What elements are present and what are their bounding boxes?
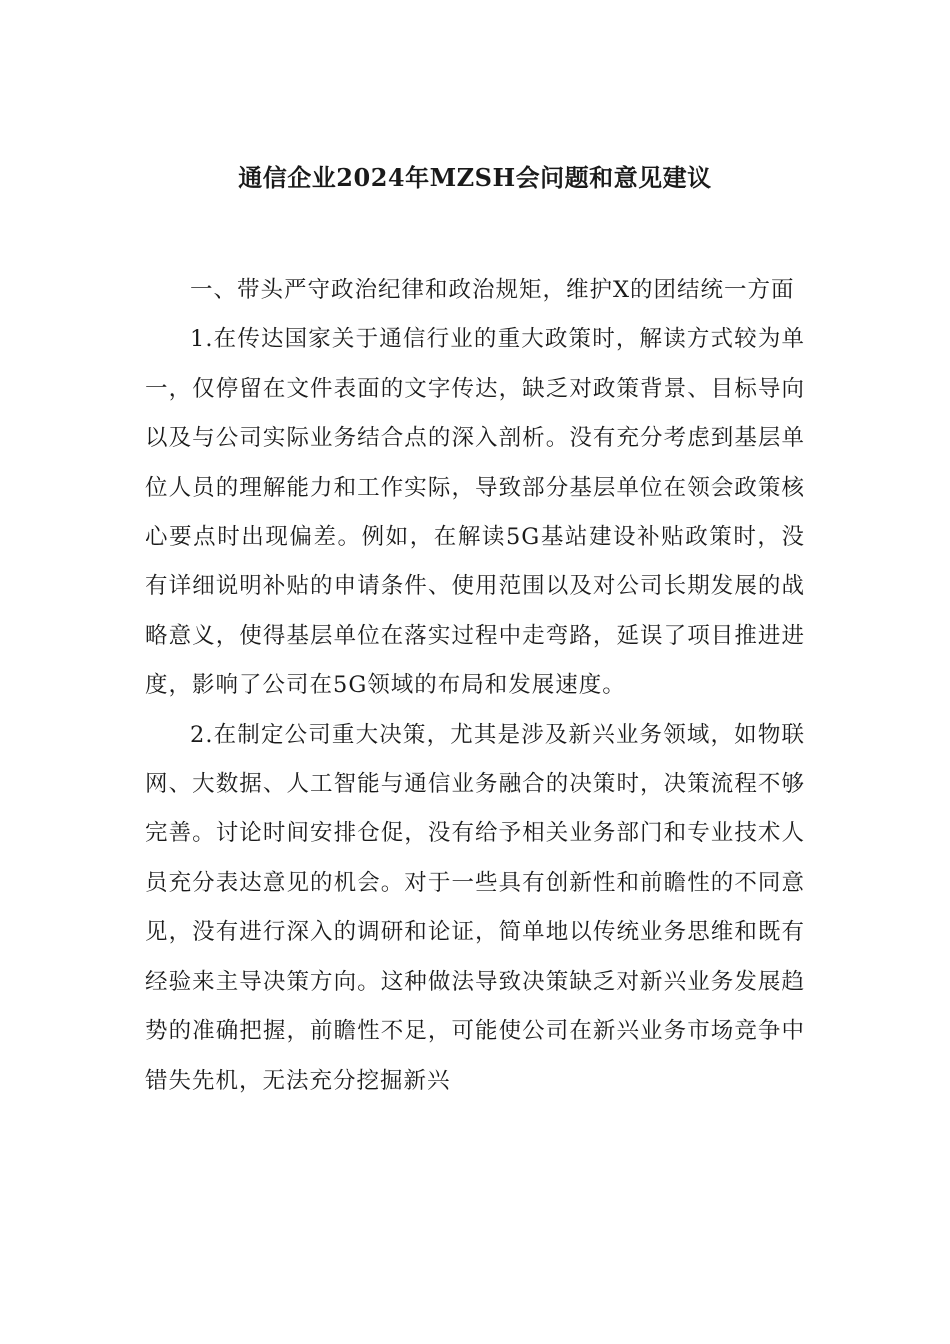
section-heading-paragraph: 一、带头严守政治纪律和政治规矩，维护X的团结统一方面 xyxy=(190,277,795,303)
document-body xyxy=(145,266,805,1106)
document-title: 通信企业2024年MZSH会问题和意见建议 xyxy=(238,163,712,192)
issue-paragraph-1: 1.在传达国家关于通信行业的重大政策时，解读方式较为单一，仅停留在文件表面的文字传达，缺乏对政策背景、目标导向以及与公司实际业务结合点的深入剖析。没有充分考虑到基层单位人员的理解能力和工作实际，导致部分基层单位在领会政策核心要点时出现偏差。例如，在解读5G基站建设补贴政策时，没有详细说明补贴的申请条件、使用范围以及对公司长期发展的战略意义，使得基层单位在落实过程中走弯路，延误了项目推进进度，影响了公司在5G领域的布局和发展速度。 xyxy=(145,326,805,699)
issue-paragraph-2: 2.在制定公司重大决策，尤其是涉及新兴业务领域，如物联网、大数据、人工智能与通信业务融合的决策时，决策流程不够完善。讨论时间安排仓促，没有给予相关业务部门和专业技术人员充分表达意见的机会。对于一些具有创新性和前瞻性的不同意见，没有进行深入的调研和论证，简单地以传统业务思维和既有经验来主导决策方向。这种做法导致决策缺乏对新兴业务发展趋势的准确把握，前瞻性不足，可能使公司在新兴业务市场竞争中错失先机，无法充分挖掘新兴 xyxy=(145,721,805,1094)
